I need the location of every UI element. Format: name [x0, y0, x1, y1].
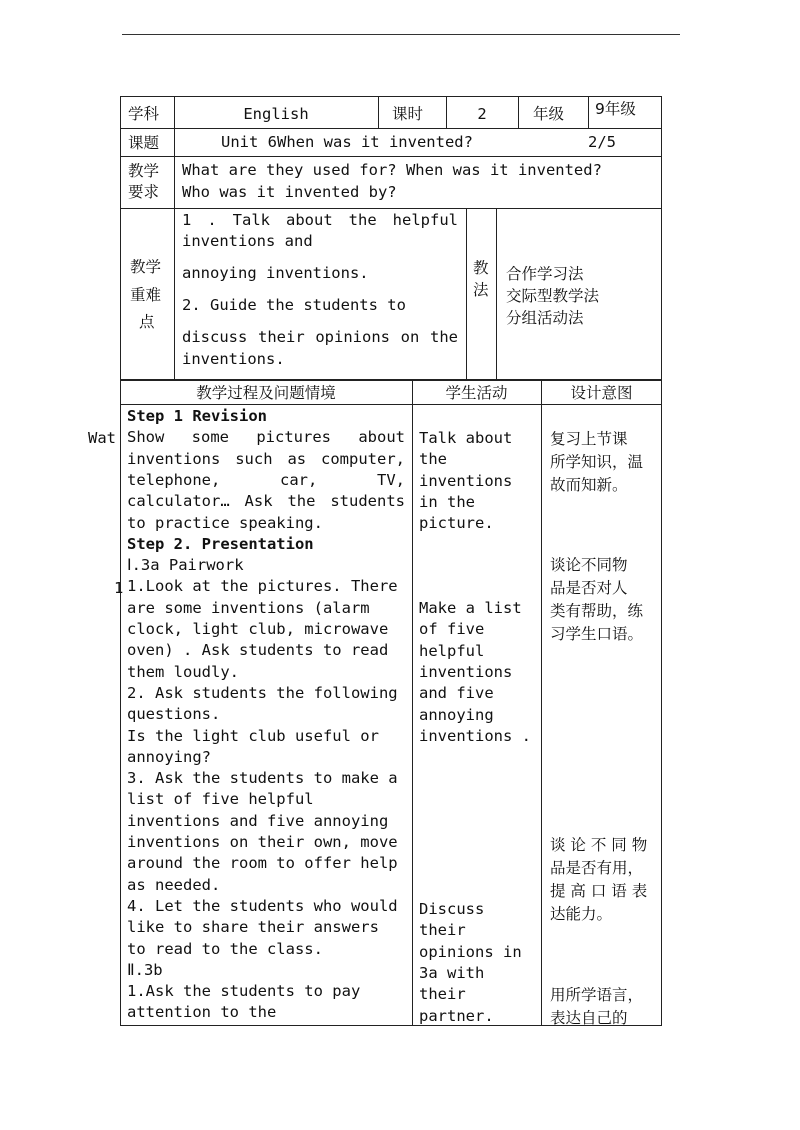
activity-line: inventions . [419, 726, 531, 745]
intent-line: 谈论不同物 [550, 556, 628, 574]
intent-line: 用所学语言， [550, 986, 644, 1004]
activity-line: and five [419, 684, 494, 703]
intent-line: 所学知识，温 [550, 453, 644, 471]
process-line: list of five helpful [127, 790, 314, 809]
col-divider [378, 96, 379, 128]
intent-line: 类有帮助，练 [550, 602, 644, 620]
intent-line: 提 高 口 语 表 [550, 882, 648, 900]
grade-label: 年级 [533, 105, 565, 123]
row-divider [120, 208, 662, 209]
period-label: 课时 [392, 105, 424, 123]
requirements-label-line: 教学 [128, 162, 160, 180]
stray-text: Wat [88, 429, 116, 447]
requirements-line: Who was it invented by? [182, 183, 397, 201]
activity-line: partner. [419, 1006, 494, 1025]
header-rule [122, 34, 680, 35]
process-line: as needed. [127, 875, 221, 894]
row-divider [120, 156, 662, 157]
activity-line: their [419, 985, 466, 1004]
process-line: to practice speaking. [127, 513, 323, 532]
col-divider [412, 380, 413, 1026]
stray-number: 1 [114, 579, 124, 597]
key-point-line: inventions. [182, 350, 285, 368]
key-point-line: 2. Guide the students to [182, 296, 406, 314]
process-line: them loudly. [127, 662, 239, 681]
process-line: attention to the [127, 1003, 277, 1022]
activity-line: annoying [419, 705, 494, 724]
col-divider [446, 96, 447, 128]
process-line: inventions such as computer, [127, 449, 405, 468]
topic-page: 2/5 [588, 133, 616, 151]
process-line: to read to the class. [127, 939, 323, 958]
key-points-label-line: 重难 [130, 286, 162, 304]
key-point-line: annoying inventions. [182, 264, 369, 282]
process-line: telephone, car, TV, [127, 470, 405, 489]
process-line: 1.Look at the pictures. There [127, 577, 398, 596]
method-item: 合作学习法 [506, 265, 584, 283]
activity-line: Talk about [419, 429, 513, 447]
intent-line: 复习上节课 [550, 430, 628, 448]
subject-label: 学科 [128, 105, 160, 123]
activity-line: inventions [419, 471, 513, 490]
intent-line: 品是否有用， [550, 859, 644, 877]
process-line: 4. Let the students who would [127, 896, 398, 915]
process-line: 1.Ask the students to pay [127, 982, 361, 1001]
key-point-line: 1 . Talk about the helpful [182, 211, 458, 229]
activity-line: Discuss [419, 900, 485, 918]
grade-value: 9年级 [595, 100, 636, 118]
col-divider [174, 96, 175, 380]
subject-value: English [243, 105, 309, 123]
row-divider [120, 128, 662, 129]
requirements-line: What are they used for? When was it invented? [182, 161, 602, 179]
process-line: are some inventions (alarm [127, 598, 370, 617]
activity-line: their [419, 921, 466, 940]
key-points-label-line: 点 [139, 313, 155, 331]
intent-col-header: 设计意图 [570, 384, 633, 402]
key-point-line: discuss their opinions on the [182, 328, 458, 346]
method-item: 交际型教学法 [506, 287, 600, 305]
method-label-line: 法 [473, 281, 489, 299]
col-divider [541, 380, 542, 1026]
process-line: Step 2. Presentation [127, 534, 314, 553]
col-divider [518, 96, 519, 128]
activity-line: opinions in [419, 942, 522, 961]
activity-line: in the [419, 492, 475, 511]
col-divider [496, 208, 497, 380]
key-point-line: inventions and [182, 232, 313, 250]
process-col-header: 教学过程及问题情境 [196, 384, 336, 402]
process-line: 2. Ask students the following [127, 683, 398, 702]
activity-line: 3a with [419, 963, 485, 982]
process-line: like to share their answers [127, 918, 379, 937]
activity-line: picture. [419, 514, 494, 533]
topic-value: Unit 6When was it invented? [221, 133, 473, 151]
process-line: Ⅱ.3b [127, 960, 163, 979]
intent-line: 品是否对人 [550, 579, 628, 597]
process-line: questions. [127, 705, 221, 724]
intent-line: 表达自己的 [550, 1009, 628, 1027]
header-divider [120, 404, 662, 405]
intent-line: 谈 论 不 同 物 [550, 836, 648, 854]
col-divider [588, 96, 589, 128]
process-line: clock, light club, microwave [127, 620, 389, 638]
key-points-label-line: 教学 [130, 258, 162, 276]
process-line: inventions and five annoying [127, 811, 389, 830]
process-line: inventions on their own, move [127, 833, 398, 851]
method-item: 分组活动法 [506, 309, 584, 327]
activity-line: helpful [419, 641, 485, 660]
process-line: Is the light club useful or [127, 726, 379, 745]
activity-line: Make a list [419, 599, 522, 617]
process-line: Show some pictures about [127, 428, 405, 447]
period-value: 2 [477, 105, 487, 123]
activity-line: inventions [419, 662, 513, 681]
process-line: annoying? [127, 747, 211, 766]
process-line: 3. Ask the students to make a [127, 769, 398, 788]
process-line: calculator… Ask the students [127, 492, 405, 511]
requirements-label-line: 要求 [128, 183, 160, 201]
process-line: oven) . Ask students to read [127, 641, 389, 660]
intent-line: 习学生口语。 [550, 625, 644, 643]
process-line: around the room to offer help [127, 854, 398, 873]
process-line: Step 1 Revision [127, 407, 267, 425]
method-label-line: 教 [473, 259, 489, 277]
process-line: Ⅰ.3a Pairwork [127, 556, 244, 575]
activity-line: of five [419, 620, 485, 639]
col-divider [466, 208, 467, 380]
intent-line: 故而知新。 [550, 476, 628, 494]
activity-col-header: 学生活动 [445, 384, 508, 402]
activity-line: the [419, 450, 447, 469]
topic-label: 课题 [128, 134, 160, 152]
intent-line: 达能力。 [550, 905, 613, 923]
